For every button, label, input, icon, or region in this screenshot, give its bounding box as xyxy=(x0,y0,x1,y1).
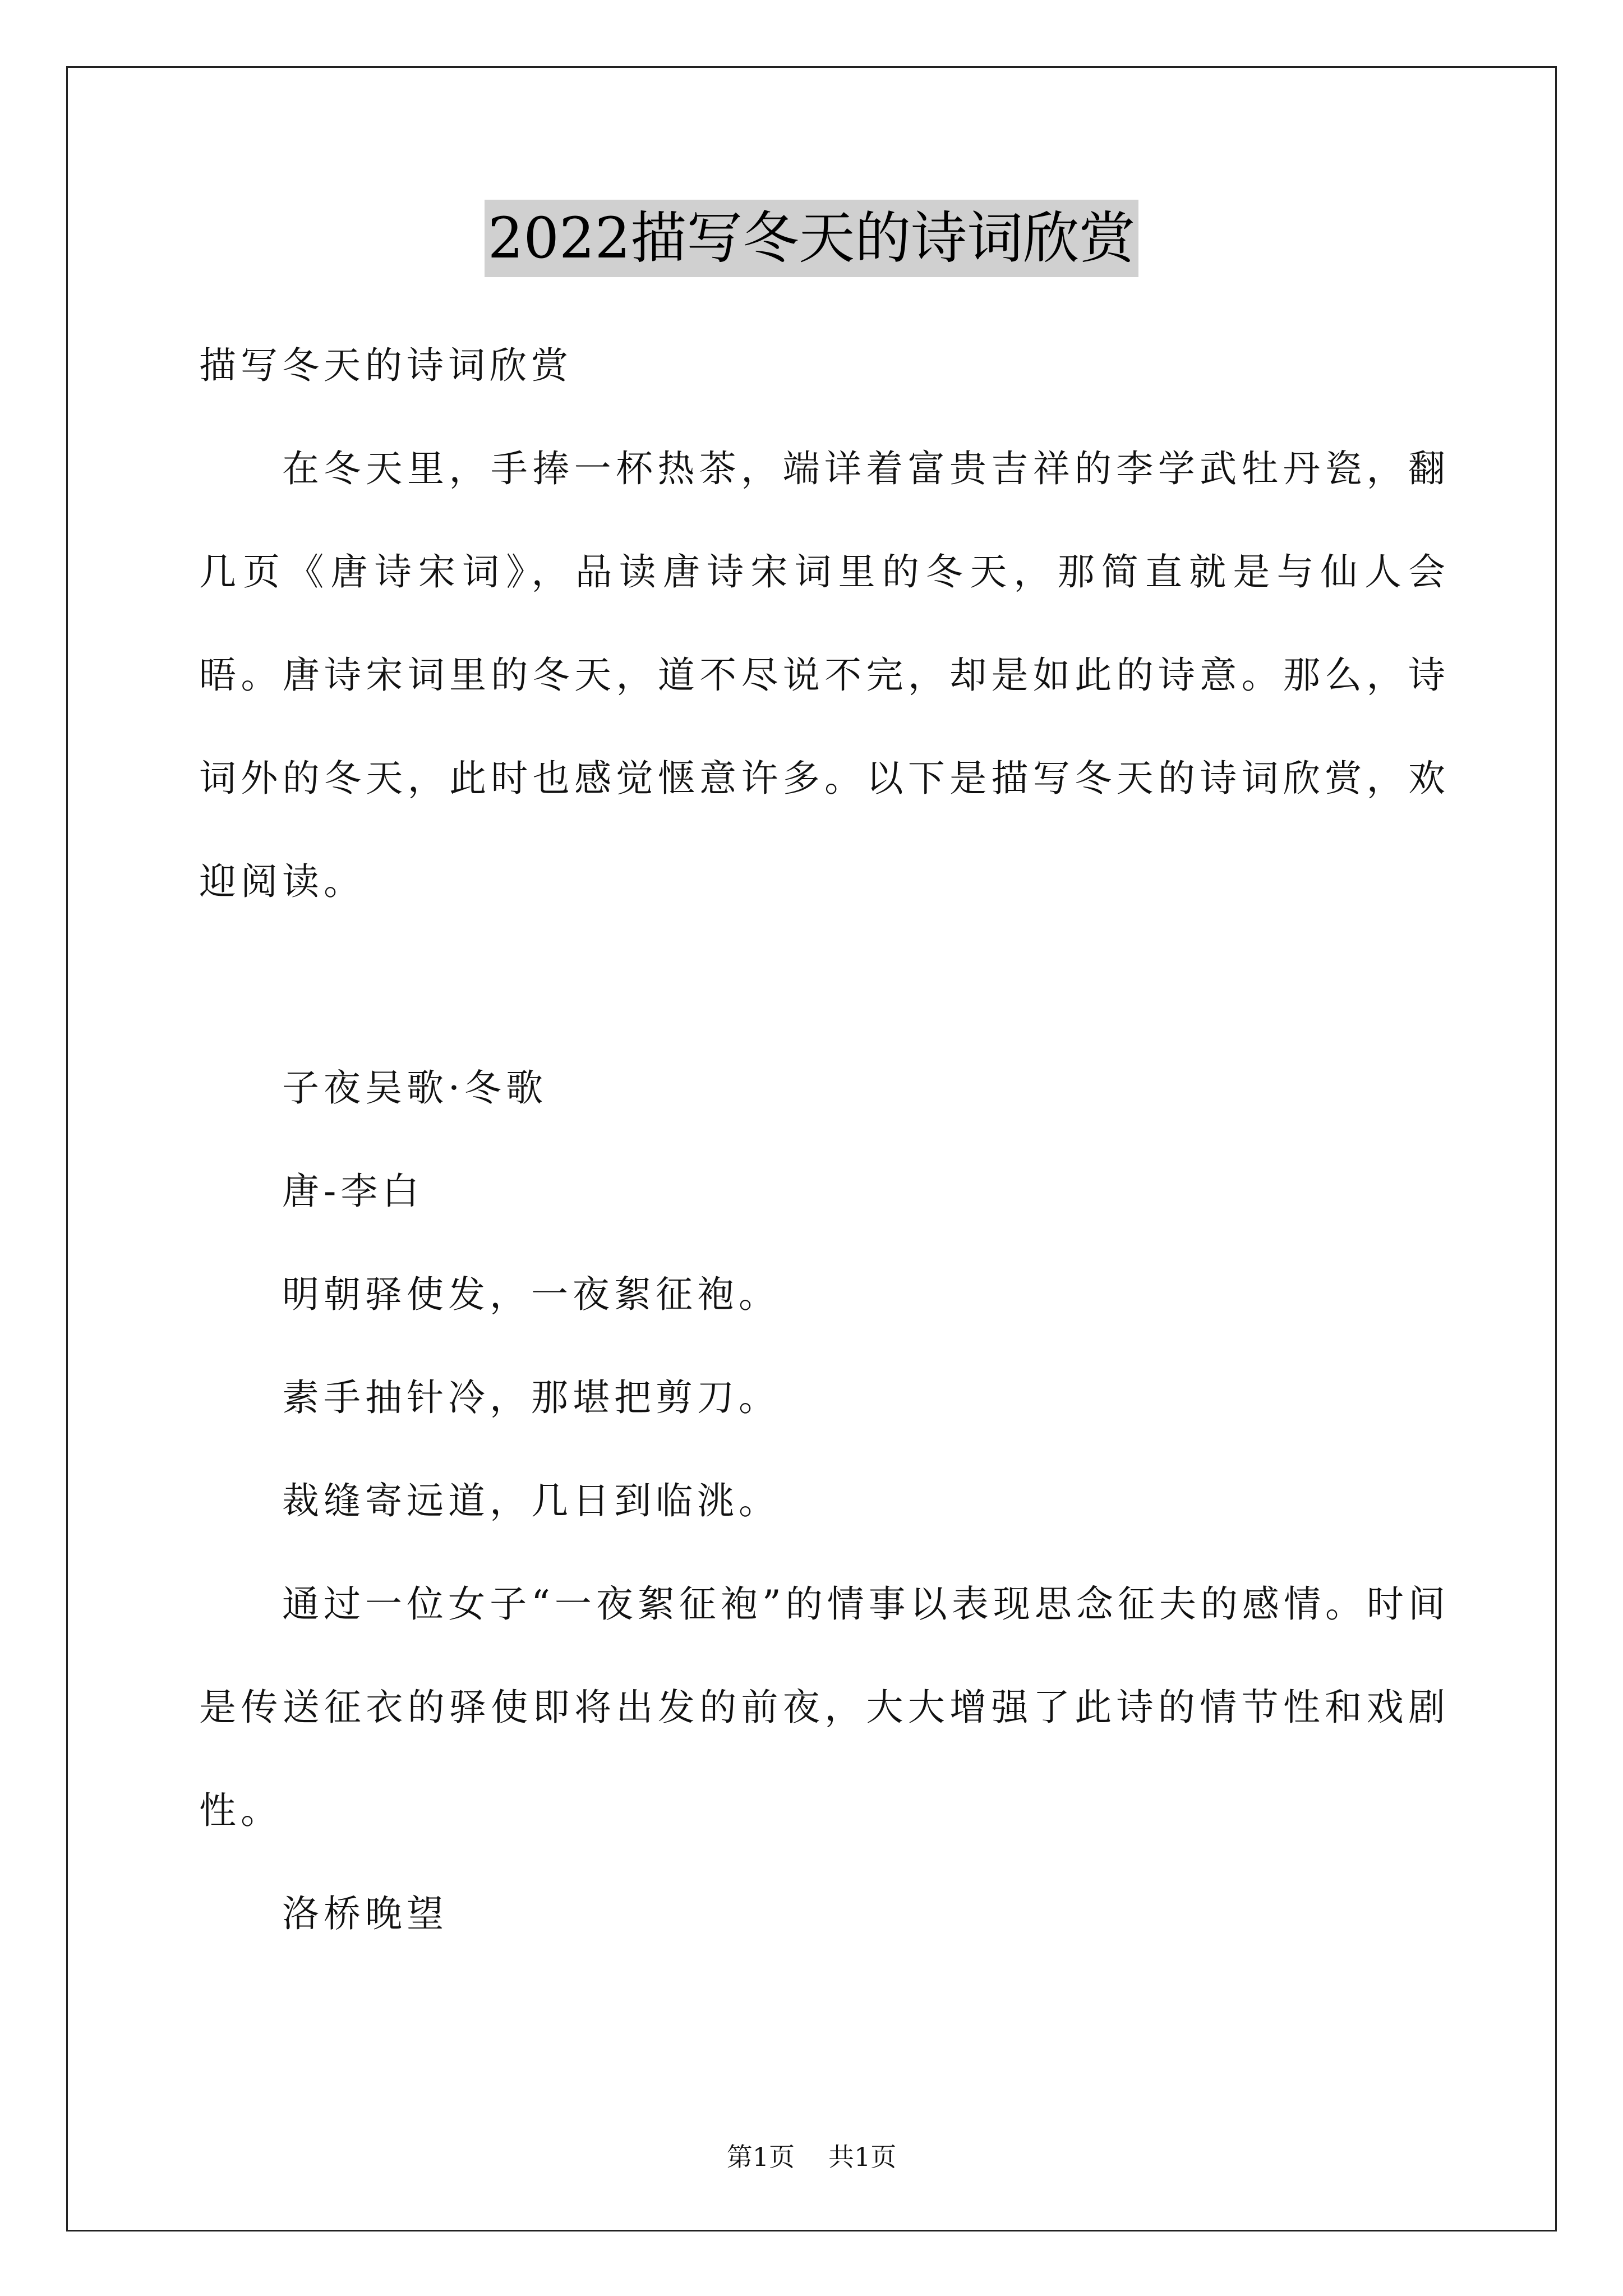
intro-paragraph: 在冬天里，手捧一杯热茶，端详着富贵吉祥的李学武牡丹瓷，翻几页《唐诗宋词》，品读唐诗宋词里的冬天，那简直就是与仙人会晤。唐诗宋词里的冬天，道不尽说不完，却是如此的诗意。那么，诗词外的冬天，此时也感觉惬意许多。以下是描写冬天的诗词欣赏，欢迎阅读。 xyxy=(199,447,1450,903)
document-title: 2022描写冬天的诗词欣赏 xyxy=(485,200,1139,277)
blank-line xyxy=(199,933,1450,1037)
poem-title: 子夜吴歌·冬歌 xyxy=(282,1066,547,1110)
page-total: 共1页 xyxy=(828,2142,897,2172)
poem-line: 裁缝寄远道，几日到临洮。 xyxy=(282,1479,780,1522)
poem-commentary: 通过一位女子“一夜絮征袍”的情事以表现思念征夫的感情。时间是传送征衣的驿使即将出发的前夜，大大增强了此诗的情节性和戏剧性。 xyxy=(199,1582,1450,1832)
poem-line: 素手抽针冷，那堪把剪刀。 xyxy=(282,1376,780,1419)
poem-author: 唐-李白 xyxy=(282,1170,424,1213)
poem-line: 明朝驿使发，一夜絮征袍。 xyxy=(282,1273,780,1316)
page-footer xyxy=(0,2140,1623,2174)
title-container xyxy=(0,200,1623,277)
subtitle: 描写冬天的诗词欣赏 xyxy=(199,344,573,387)
page-number: 第1页 xyxy=(726,2142,795,2172)
poem-title: 洛桥晚望 xyxy=(282,1892,448,1935)
document-body xyxy=(199,314,1450,1966)
